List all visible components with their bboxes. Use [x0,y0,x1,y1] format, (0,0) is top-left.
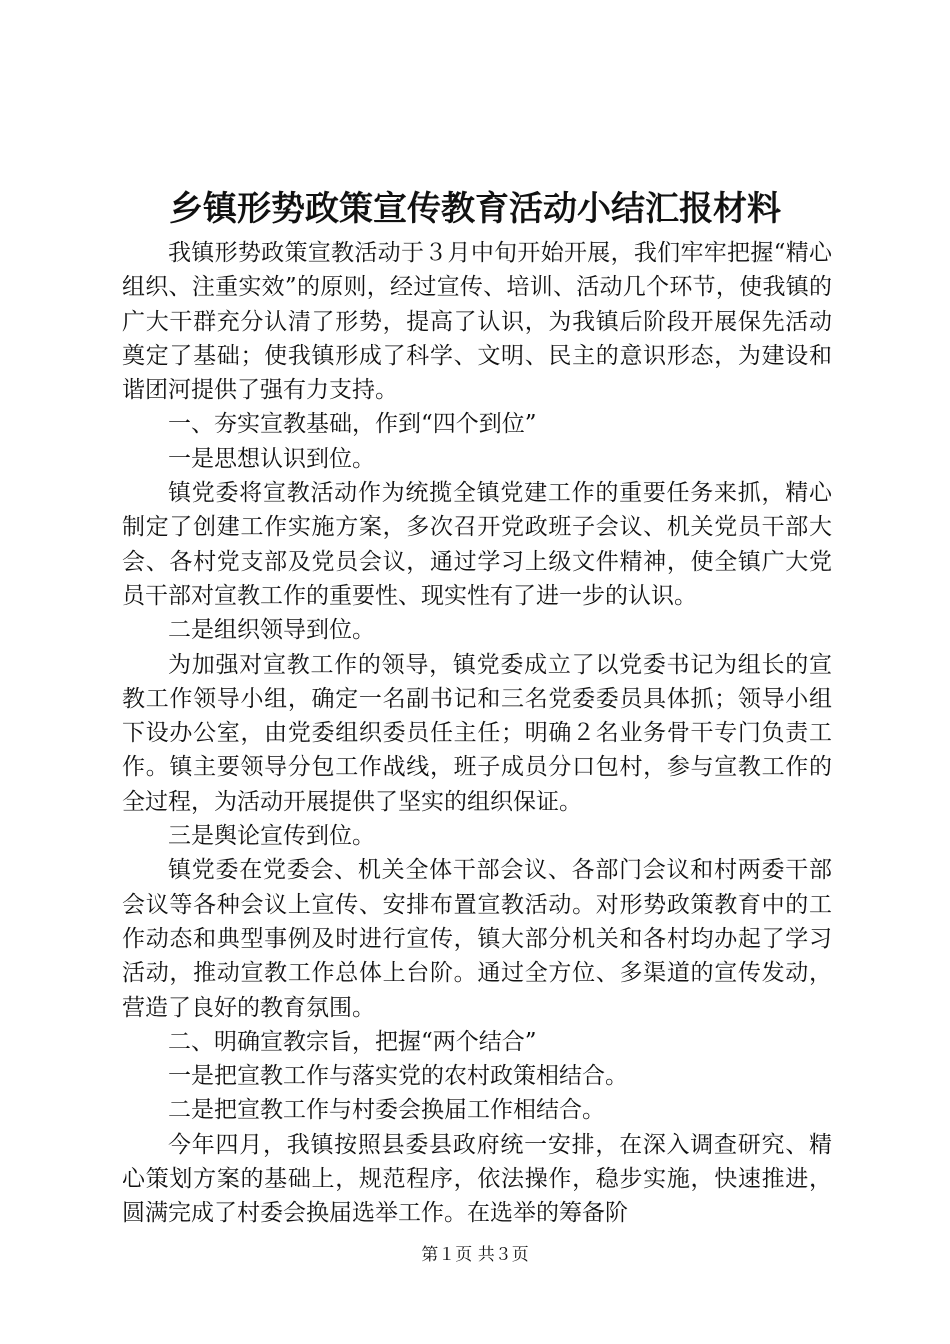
subsection-heading: 一是思想认识到位。 [168,445,375,472]
document-body [122,236,832,1231]
body-paragraph: 今年四月，我镇按照县委县政府统一安排，在深入调查研究、精心策划方案的基础上，规范程序，依法操作，稳步实施，快速推进，圆满完成了村委会换届选举工作。在选举的筹备阶 [122,1131,832,1227]
subsection-heading: 二是组织领导到位。 [168,617,375,644]
body-paragraph: 镇党委在党委会、机关全体干部会议、各部门会议和村两委干部会议等各种会议上宣传、安排布置宣教活动。对形势政策教育中的工作动态和典型事例及时进行宣传，镇大部分机关和各村均办起了学习活动，推动宣教工作总体上台阶。通过全方位、多渠道的宣传发动，营造了良好的教育氛围。 [122,857,832,1021]
subsection-heading: 二是把宣教工作与村委会换届工作相结合。 [168,1097,605,1124]
subsection-heading: 一是把宣教工作与落实党的农村政策相结合。 [168,1063,628,1090]
subsection-heading: 三是舆论宣传到位。 [168,823,375,850]
document-title: 乡镇形势政策宣传教育活动小结汇报材料 [169,189,781,229]
body-paragraph: 为加强对宣教工作的领导，镇党委成立了以党委书记为组长的宣教工作领导小组，确定一名副书记和三名党委委员具体抓；领导小组下设办公室，由党委组织委员任主任；明确２名业务骨干专门负责工作。镇主要领导分包工作战线，班子成员分口包村，参与宣教工作的全过程，为活动开展提供了坚实的组织保证。 [122,651,832,815]
section-heading: 二、明确宣教宗旨，把握“两个结合” [168,1028,537,1055]
page-footer: 第１页 共３页 [421,1245,529,1265]
body-paragraph: 镇党委将宣教活动作为统揽全镇党建工作的重要任务来抓，精心制定了创建工作实施方案，多次召开党政班子会议、机关党员干部大会、各村党支部及党员会议，通过学习上级文件精神，使全镇广大党员干部对宣教工作的重要性、现实性有了进一步的认识。 [122,480,832,609]
section-heading: 一、夯实宣教基础，作到“四个到位” [168,411,537,438]
body-paragraph: 我镇形势政策宣教活动于３月中旬开始开展，我们牢牢把握“精心组织、注重实效”的原则，经过宣传、培训、活动几个环节，使我镇的广大干群充分认清了形势，提高了认识，为我镇后阶段开展保先活动奠定了基础；使我镇形成了科学、文明、民主的意识形态，为建设和谐团河提供了强有力支持。 [122,240,832,404]
